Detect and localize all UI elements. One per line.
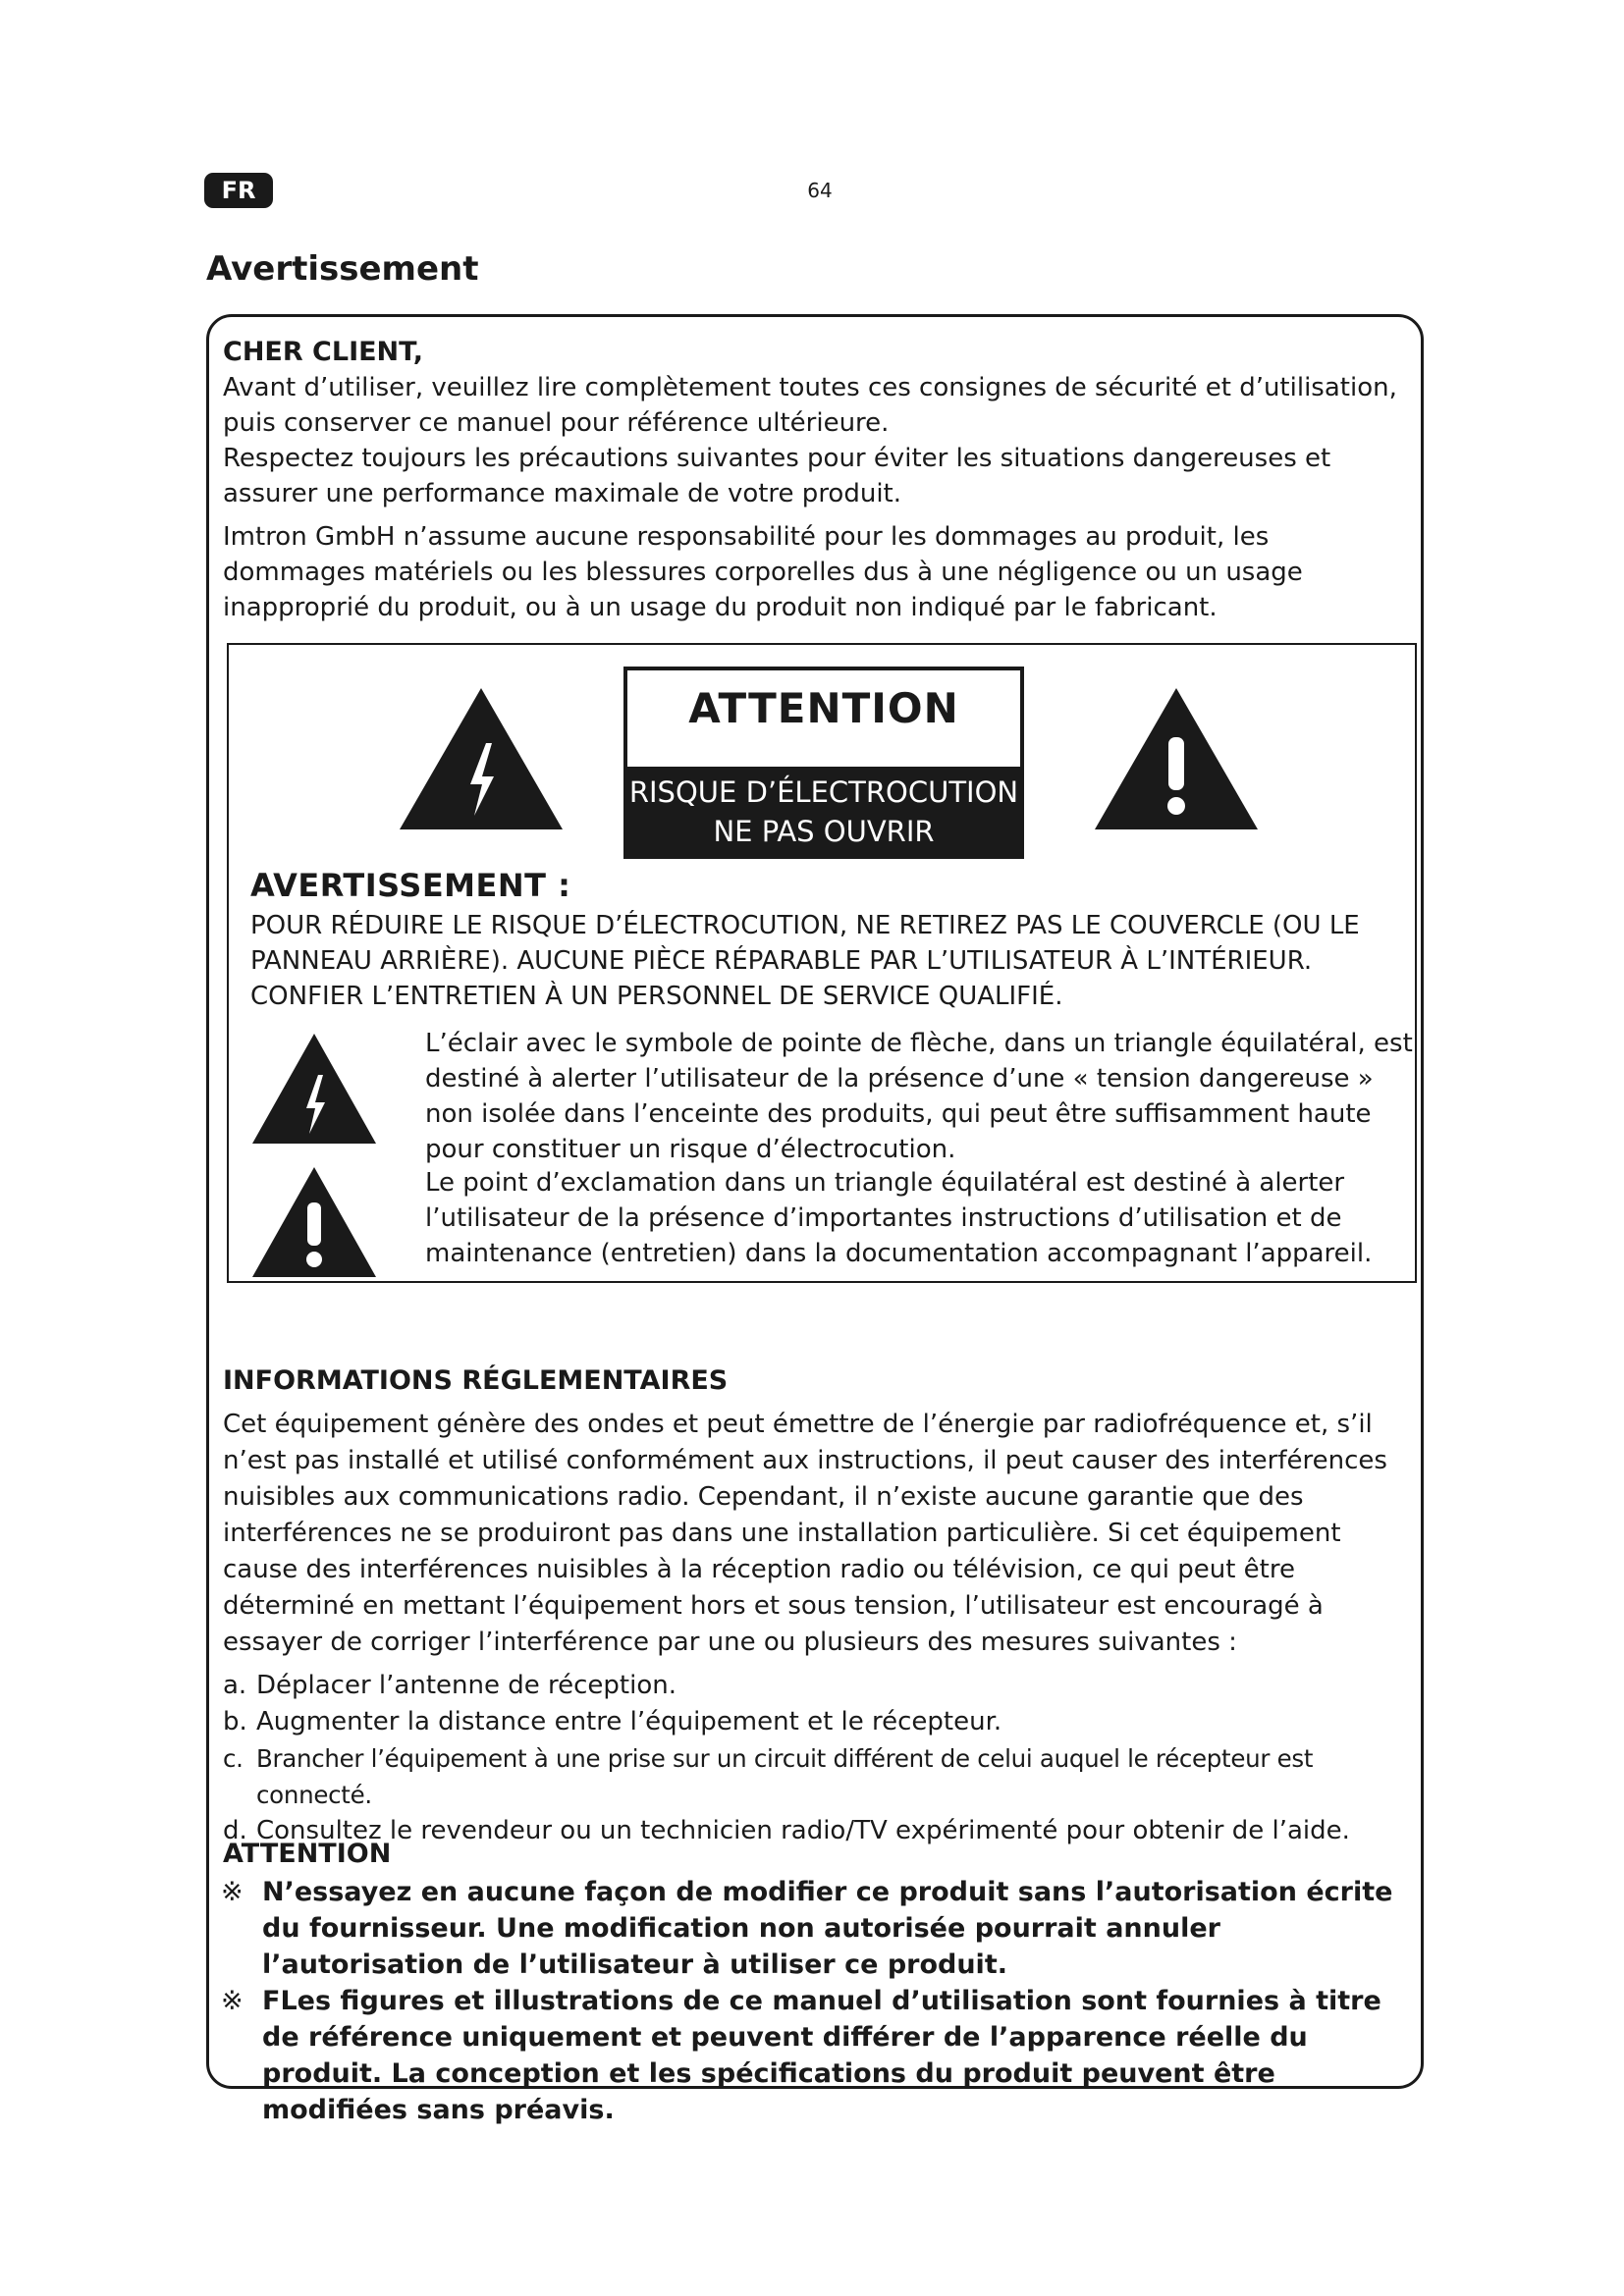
lightning-explanation-text: L’éclair avec le symbole de pointe de flèche, dans un triangle équilatéral, est destiné à alerter l’utilisateur de la présence d’une « tension dangereuse » non isolée dans l’enceinte des produits, qui peut être suffisamment haute pour constituer un risque d’électrocution. xyxy=(425,1029,1413,1164)
list-item-text: Brancher l’équipement à une prise sur un circuit différent de celui auquel le récepteur est connecté. xyxy=(256,1744,1314,1809)
avertissement-heading: AVERTISSEMENT : xyxy=(250,867,571,904)
note-marker-icon: ※ xyxy=(221,1877,244,1907)
list-item-text: Déplacer l’antenne de réception. xyxy=(256,1671,677,1700)
attention-heading: ATTENTION xyxy=(223,1839,392,1869)
risk-line-1: RISQUE D’ÉLECTROCUTION xyxy=(628,775,1019,809)
list-marker: d. xyxy=(223,1816,247,1845)
list-item-text: N’essayez en aucune façon de modifier ce produit sans l’autorisation écrite du fournisseur. Une modification non autorisée pourrait annuler l’autorisation de l’utilisateur à utiliser ce produit. xyxy=(262,1877,1393,1980)
lightning-small-icon xyxy=(250,1032,378,1146)
list-item xyxy=(223,1740,1413,1813)
risk-line-2: NE PAS OUVRIR xyxy=(713,815,935,848)
page-number: 64 xyxy=(807,179,833,202)
intro-paragraph-2: Respectez toujours les précautions suivantes pour éviter les situations dangereuses et assurer une performance maximale de votre produit. xyxy=(223,444,1331,508)
exclamation-triangle-icon xyxy=(1093,686,1260,831)
regulatory-heading: INFORMATIONS RÉGLEMENTAIRES xyxy=(223,1365,729,1396)
electric-shock-warning-box xyxy=(227,643,1417,1283)
list-item-text: FLes figures et illustrations de ce manuel d’utilisation sont fournies à titre de référence uniquement et peuvent différer de l’apparence réelle du produit. La conception et les spécifications du produit peuvent être modifiées sans préavis. xyxy=(262,1986,1381,2125)
attention-list xyxy=(221,1874,1413,2128)
list-item xyxy=(223,1704,1413,1740)
page-title: Avertissement xyxy=(206,249,479,289)
intro-heading: CHER CLIENT, xyxy=(223,337,423,367)
list-item-text: Consultez le revendeur ou un technicien radio/TV expérimenté pour obtenir de l’aide. xyxy=(256,1816,1350,1845)
list-marker: c. xyxy=(223,1744,244,1773)
avertissement-text: POUR RÉDUIRE LE RISQUE D’ÉLECTROCUTION, NE RETIREZ PAS LE COUVERCLE (OU LE PANNEAU ARRIÈRE). AUCUNE PIÈCE RÉPARABLE PAR L’UTILISATEUR À L’INTÉRIEUR. CONFIER L’ENTRETIEN À UN PERSONNEL DE SERVICE QUALIFIÉ. xyxy=(250,911,1360,1011)
note-marker-icon: ※ xyxy=(221,1986,244,2016)
attention-title: ATTENTION xyxy=(688,684,959,732)
attention-label xyxy=(623,667,1024,859)
exclamation-small-icon xyxy=(250,1165,378,1279)
language-badge: FR xyxy=(204,173,273,208)
intro-paragraph-1: Avant d’utiliser, veuillez lire complètement toutes ces consignes de sécurité et d’utilisation, puis conserver ce manuel pour référence ultérieure. xyxy=(223,373,1397,438)
list-item-text: Augmenter la distance entre l’équipement et le récepteur. xyxy=(256,1707,1002,1736)
shock-risk-banner xyxy=(627,767,1020,855)
list-item xyxy=(221,1983,1413,2128)
intro-paragraph-3: Imtron GmbH n’assume aucune responsabilité pour les dommages au produit, les dommages matériels ou les blessures corporelles dus à une négligence ou un usage inapproprié du produit, ou à un usage du produit non indiqué par le fabricant. xyxy=(223,522,1303,622)
list-item xyxy=(223,1813,1413,1849)
list-item xyxy=(223,1668,1413,1704)
regulatory-measures-list xyxy=(223,1668,1413,1849)
intro-section xyxy=(223,335,1417,625)
lightning-triangle-icon xyxy=(398,686,565,831)
list-marker: a. xyxy=(223,1671,247,1700)
list-marker: b. xyxy=(223,1707,247,1736)
regulatory-text: Cet équipement génère des ondes et peut émettre de l’énergie par radiofréquence et, s’il n’est pas installé et utilisé conformément aux instructions, il peut causer des interférences nuisibles aux communications radio. Cependant, il n’existe aucune garantie que des interférences ne se produiront pas dans une installation particulière. Si cet équipement cause des interférences nuisibles à la réception radio ou télévision, ce qui peut être déterminé en mettant l’équipement hors et sous tension, l’utilisateur est encouragé à essayer de corriger l’interférence par une ou plusieurs des mesures suivantes : xyxy=(223,1410,1387,1657)
warning-frame xyxy=(206,314,1424,2125)
exclamation-explanation-text: Le point d’exclamation dans un triangle équilatéral est destiné à alerter l’utilisateur de la présence d’importantes instructions d’utilisation et de maintenance (entretien) dans la documentation accompagnant l’appareil. xyxy=(425,1168,1373,1268)
list-item xyxy=(221,1874,1413,1983)
